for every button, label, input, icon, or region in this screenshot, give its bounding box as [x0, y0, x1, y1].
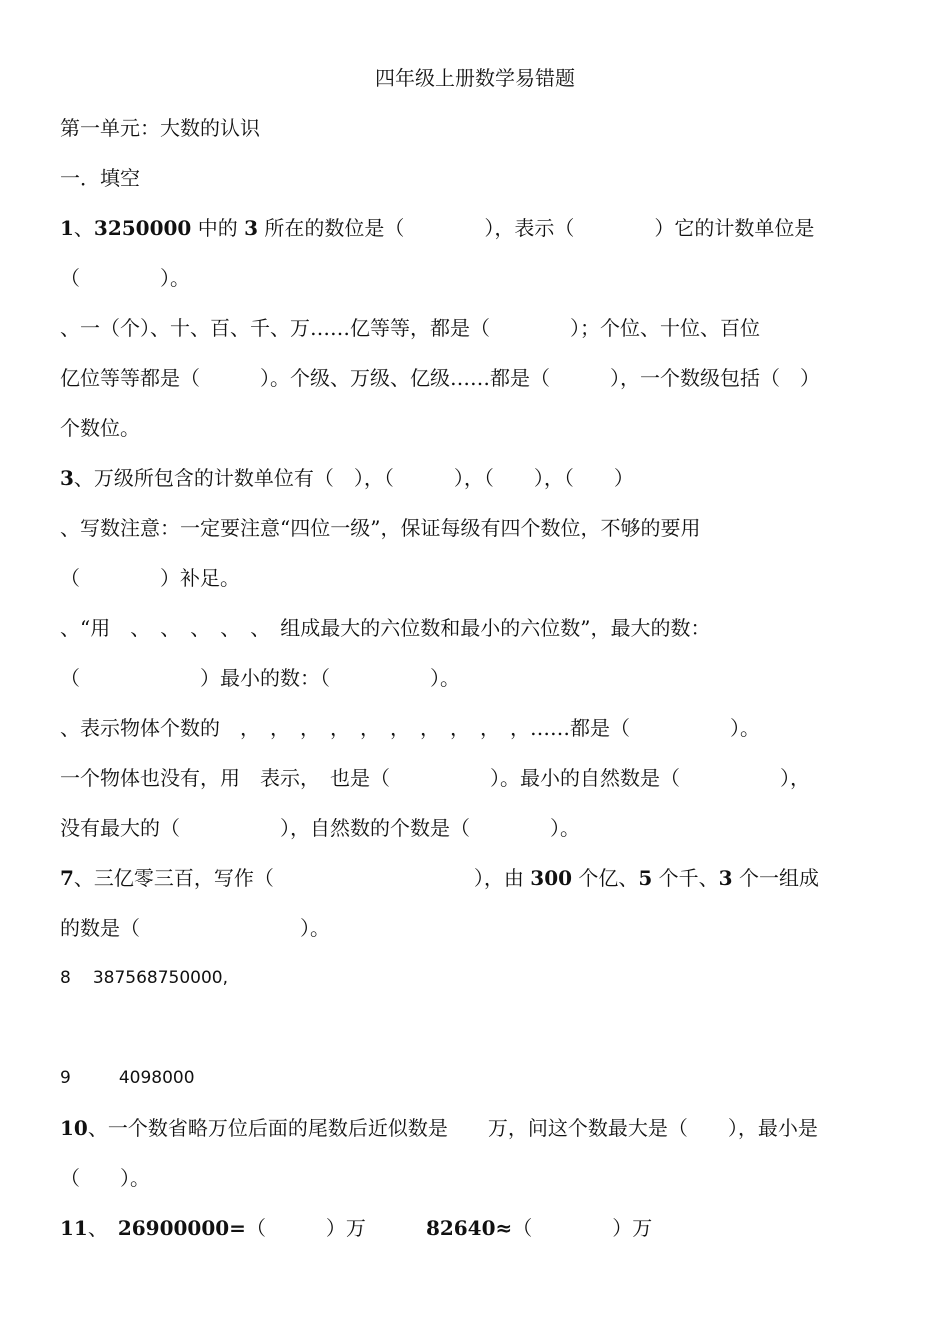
- question-7-line-2: 的数是（ ）。: [60, 916, 330, 940]
- question-2-line-3: 个数位。: [60, 416, 140, 440]
- text: （ ）万: [512, 1216, 653, 1240]
- question-number: 10: [60, 1116, 88, 1140]
- number: 5: [638, 866, 653, 890]
- unit-heading: 第一单元：大数的认识: [60, 116, 260, 140]
- text: 所在的数位是（ ），表示（ ）它的计数单位是: [257, 216, 815, 240]
- question-6-line-1: 、表示物体个数的 ， ， ， ， ， ， ， ， ， ，……都是（ ）。: [60, 716, 760, 740]
- question-11: [60, 1214, 652, 1242]
- question-5-line-1: 、“用 、 、 、 、 、 组成最大的六位数和最小的六位数”，最大的数：: [60, 616, 711, 640]
- number: 3250000: [93, 216, 192, 240]
- text: 个亿、: [572, 866, 639, 890]
- question-number: 8: [60, 968, 71, 988]
- text: 、一个数省略万位后面的尾数后近似数是 万，问这个数最大是（ ），最小是: [87, 1116, 818, 1140]
- number: 3: [244, 216, 258, 240]
- question-8-line-1: [60, 964, 228, 992]
- question-number: 9: [60, 1068, 71, 1088]
- question-6-line-2: 一个物体也没有，用 表示， 也是（ ）。最小的自然数是（ ），: [60, 766, 810, 790]
- question-number: 1: [60, 216, 74, 240]
- number: 387568750000,: [92, 968, 229, 988]
- question-9: [60, 1064, 195, 1092]
- question-number: 7: [60, 866, 74, 890]
- question-5-line-2: （ ）最小的数：（ ）。: [60, 666, 460, 690]
- page-title: 四年级上册数学易错题: [375, 66, 575, 90]
- text: （ ）万: [245, 1216, 426, 1240]
- text: 个千、: [652, 866, 719, 890]
- text: 、万级所包含的计数单位有（ ），（ ），（ ），（ ）: [73, 466, 634, 490]
- section-heading: 一．填空: [60, 166, 140, 190]
- question-2-line-1: 、一（个）、十、百、千、万……亿等等，都是（ ）；个位、十位、百位: [60, 316, 760, 340]
- question-10-line-1: [60, 1114, 818, 1142]
- question-3: [60, 464, 634, 492]
- number: 26900000=: [117, 1216, 246, 1240]
- text: 、: [73, 216, 94, 240]
- number: 300: [530, 866, 573, 890]
- question-6-line-3: 没有最大的（ ），自然数的个数是（ ）。: [60, 816, 580, 840]
- question-7-line-1: [60, 864, 819, 892]
- question-number: 11: [60, 1216, 88, 1240]
- question-4-line-2: （ ）补足。: [60, 566, 240, 590]
- question-number: 3: [60, 466, 74, 490]
- question-1-line-2: （ ）。: [60, 266, 190, 290]
- question-1-line-1: [60, 214, 814, 242]
- question-10-line-2: （ ）。: [60, 1166, 150, 1190]
- number: 4098000: [118, 1068, 195, 1088]
- number: 82640≈: [425, 1216, 513, 1240]
- question-2-line-2: 亿位等等都是（ ）。个级、万级、亿级……都是（ ），一个数级包括（ ）: [60, 366, 820, 390]
- text: 个一组成: [732, 866, 819, 890]
- question-4-line-1: 、写数注意：一定要注意“四位一级”，保证每级有四个数位，不够的要用: [60, 516, 701, 540]
- number: 3: [718, 866, 733, 890]
- text: 、: [87, 1216, 118, 1240]
- text: 、三亿零三百，写作（ ），由: [73, 866, 531, 890]
- text: 中的: [191, 216, 245, 240]
